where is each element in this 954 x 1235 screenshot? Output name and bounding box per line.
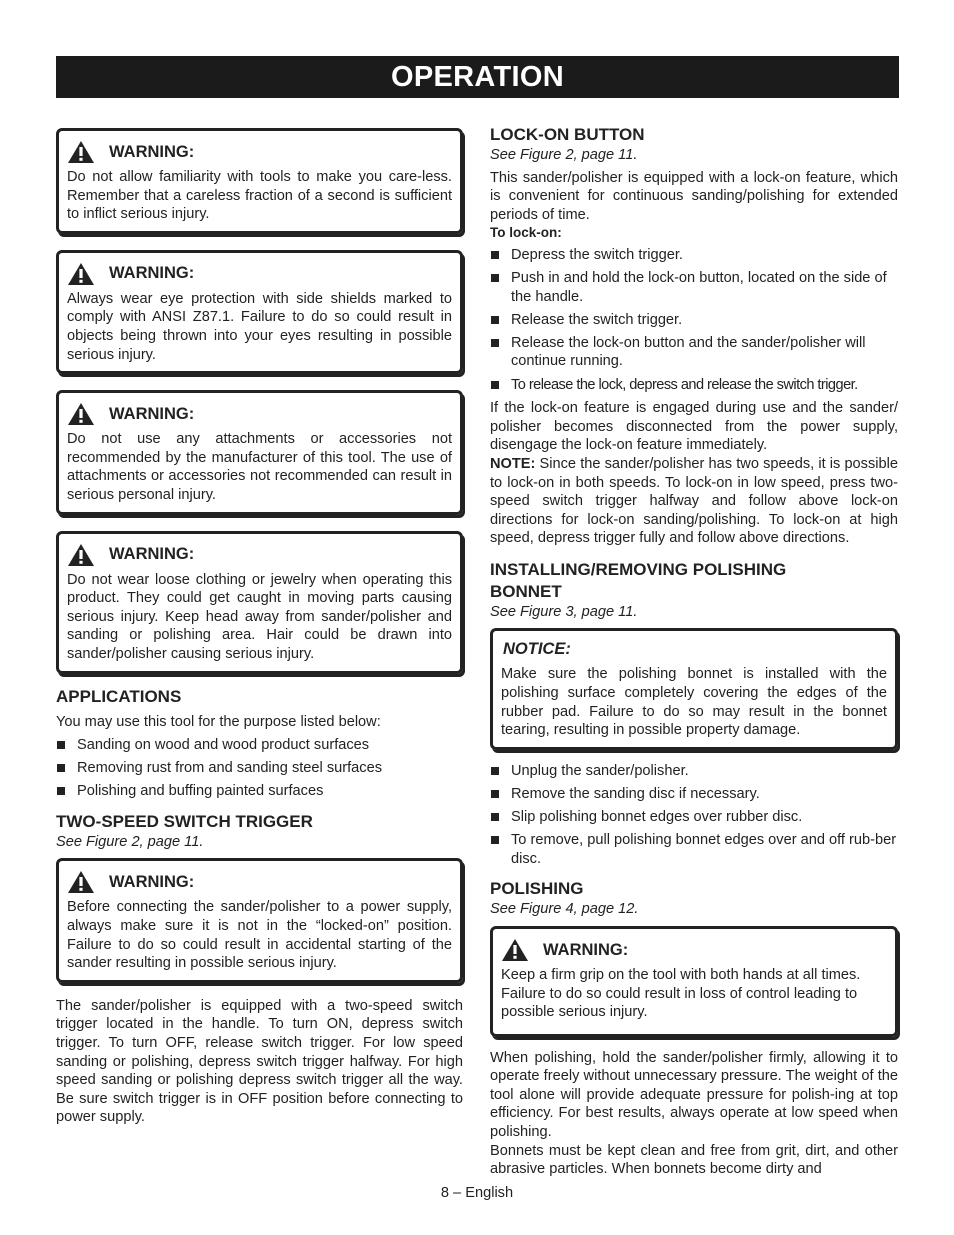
- list-item: Release the switch trigger.: [490, 311, 898, 330]
- warning-label: WARNING:: [109, 873, 195, 892]
- right-column: [490, 124, 898, 1179]
- polishing-paragraph: When polishing, hold the sander/polisher firmly, allowing it to operate freely without unnecessary pressure. The weight of the tool alone will provide adequate pressure for polish-ing at top efficiency. For best results, always operate at low speed when polishing.: [490, 1049, 898, 1141]
- warning-box: [490, 926, 898, 1037]
- list-item: To remove, pull polishing bonnet edges over and off rub-ber disc.: [490, 831, 898, 868]
- note-label: NOTE:: [490, 455, 536, 472]
- list-item: To release the lock, depress and release the switch trigger.: [490, 376, 898, 395]
- warning-triangle-icon: [501, 938, 529, 962]
- warning-header: [67, 262, 452, 286]
- list-item: Sanding on wood and wood product surfaces: [56, 736, 463, 755]
- warning-box: [56, 858, 463, 982]
- section-heading-lockon: LOCK-ON BUTTON: [490, 125, 645, 144]
- list-item: Polishing and buffing painted surfaces: [56, 782, 463, 801]
- section-heading-applications: APPLICATIONS: [56, 686, 182, 706]
- list-item: Push in and hold the lock-on button, located on the side of the handle.: [490, 269, 898, 306]
- applications-list: [56, 736, 463, 801]
- warning-label: WARNING:: [109, 264, 195, 283]
- warning-box: [56, 531, 463, 674]
- trigger-body: The sander/polisher is equipped with a two-speed switch trigger located in the handle. To turn ON, depress switch trigger. To turn OFF, release switch trigger. For low speed sanding or polishing, depress switch trigger halfway. For high speed sanding or polishing depress switch trigger all the way. Be sure switch trigger is in OFF position before connecting to power supply.: [56, 997, 463, 1126]
- warning-header: [67, 543, 452, 567]
- section-heading-polishing: POLISHING: [490, 879, 584, 899]
- lockon-paragraph: If the lock-on feature is engaged during use and the sander/ polisher becomes disconnected from the power supply, disengage the lock-on feature immediately.: [490, 400, 898, 454]
- warning-label: WARNING:: [109, 404, 195, 423]
- lockon-note: [490, 455, 898, 548]
- warning-box: [56, 250, 463, 374]
- list-item: Depress the switch trigger.: [490, 246, 898, 265]
- page-title: OPERATION: [391, 60, 564, 93]
- page-footer: 8 – English: [440, 1185, 514, 1201]
- list-item: Remove the sanding disc if necessary.: [490, 785, 898, 804]
- page-title-banner: [56, 56, 899, 98]
- warning-box: [56, 390, 463, 514]
- figure-reference: See Figure 4, page 12.: [490, 901, 639, 918]
- notice-text: Make sure the polishing bonnet is installed with the polishing surface completely covering the edges of the rubber pad. Failure to do so may result in the bonnet tearing, resulting in possible property damage.: [501, 666, 887, 739]
- bonnet-steps-list: [490, 762, 898, 868]
- list-item: Removing rust from and sanding steel surfaces: [56, 759, 463, 778]
- warning-label: WARNING:: [543, 940, 629, 959]
- warning-text: Do not allow familiarity with tools to make you care-less. Remember that a careless fraction of a second is sufficient to inflict serious injury.: [67, 169, 452, 223]
- lockon-intro: This sander/polisher is equipped with a lock-on feature, which is convenient for continuous sanding/polishing for extended periods of time.: [490, 169, 898, 223]
- warning-header: [67, 140, 452, 164]
- warning-header: [67, 402, 452, 426]
- figure-reference: See Figure 2, page 11.: [490, 147, 638, 163]
- polishing-paragraph-continued: Bonnets must be kept clean and free from grit, dirt, and other abrasive particles. When bonnets become dirty and: [490, 1142, 898, 1178]
- applications-intro: You may use this tool for the purpose listed below:: [56, 713, 381, 730]
- list-item: Unplug the sander/polisher.: [490, 762, 898, 781]
- warning-triangle-icon: [67, 402, 95, 426]
- warning-header: [67, 870, 452, 894]
- notice-box: [490, 628, 898, 749]
- warning-header: [501, 938, 887, 962]
- warning-triangle-icon: [67, 262, 95, 286]
- section-heading-trigger: TWO-SPEED SWITCH TRIGGER: [56, 811, 313, 831]
- lockon-subheading: To lock-on:: [490, 225, 562, 241]
- warning-text: Always wear eye protection with side shields marked to comply with ANSI Z87.1. Failure to do so could result in objects being thrown into your eyes resulting in possible serious injury.: [67, 290, 452, 363]
- warning-text: Do not wear loose clothing or jewelry when operating this product. They could get caught in moving parts causing serious injury. Keep head away from sander/polisher and sanding or polishing area. Hair could be drawn into sander/polisher causing serious injury.: [67, 571, 452, 662]
- warning-text: Before connecting the sander/polisher to a power supply, always make sure it is not in the “locked-on” position. Failure to do so could result in accidental starting of the sander resulting in possible serious injury.: [67, 899, 452, 972]
- warning-triangle-icon: [67, 543, 95, 567]
- warning-box: [56, 128, 463, 234]
- warning-triangle-icon: [67, 870, 95, 894]
- warning-triangle-icon: [67, 140, 95, 164]
- warning-label: WARNING:: [109, 142, 195, 161]
- warning-text: Do not use any attachments or accessories not recommended by the manufacturer of this tool. The use of attachments or accessories not recommended can result in serious personal injury.: [67, 431, 452, 503]
- list-item: Release the lock-on button and the sander/polisher will continue running.: [490, 334, 898, 371]
- left-column: [56, 124, 463, 1127]
- figure-reference: See Figure 2, page 11.: [56, 833, 204, 850]
- note-text: Since the sander/polisher has two speeds, it is possible to lock-on in both speeds. To lock-on in low speed, press two-speed switch trigger halfway and follow above lock-on directions for lock-on sanding/polishing. To lock-on at high speed, depress trigger fully and follow above directions.: [490, 455, 898, 547]
- section-heading-bonnet: INSTALLING/REMOVING POLISHING BONNET: [490, 559, 787, 601]
- notice-label: NOTICE:: [503, 640, 571, 659]
- warning-text: Keep a firm grip on the tool with both hands at all times. Failure to do so could result in loss of control leading to possible serious injury.: [501, 966, 861, 1021]
- lockon-steps-list: [490, 246, 898, 394]
- figure-reference: See Figure 3, page 11.: [490, 603, 638, 620]
- warning-label: WARNING:: [109, 545, 195, 564]
- list-item: Slip polishing bonnet edges over rubber disc.: [490, 808, 898, 827]
